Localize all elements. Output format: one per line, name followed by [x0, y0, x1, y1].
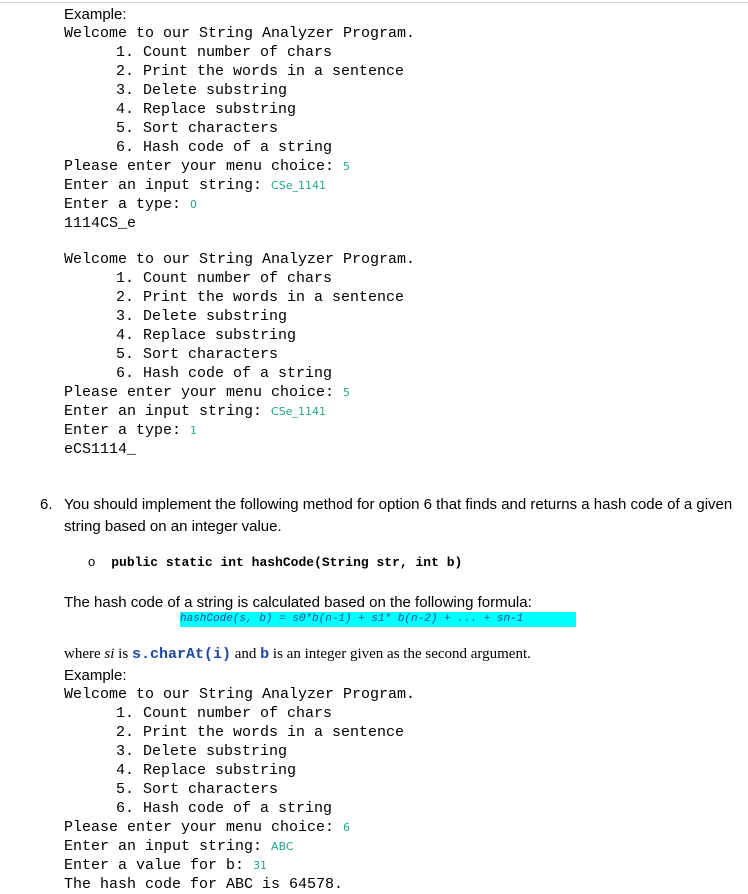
menu-item: 5. Sort characters — [116, 120, 279, 137]
type-prompt: Enter a type: — [64, 196, 191, 213]
menu-item: 3. Delete substring — [116, 743, 288, 760]
choice-line — [64, 383, 415, 402]
where-prefix: where — [64, 646, 105, 662]
choice-prompt: Please enter your menu choice: — [64, 819, 344, 836]
menu-item: 1. Count number of chars — [116, 44, 333, 61]
example-1-console — [64, 5, 415, 233]
input-line — [64, 837, 415, 856]
b-value-line — [64, 856, 415, 875]
choice-value: 6 — [343, 821, 351, 834]
bullet-icon: o — [88, 554, 96, 569]
welcome-line: Welcome to our String Analyzer Program. — [64, 25, 416, 42]
item-text: You should implement the following method for option 6 that finds and returns a hash code of a given string based on an integer value. — [64, 496, 733, 535]
menu-item: 6. Hash code of a string — [116, 365, 333, 382]
menu-item: 4. Replace substring — [116, 101, 297, 118]
welcome-line: Welcome to our String Analyzer Program. — [64, 251, 416, 268]
method-signature — [88, 554, 462, 570]
menu-item: 5. Sort characters — [116, 346, 279, 363]
input-prompt: Enter an input string: — [64, 403, 272, 420]
type-value: 0 — [190, 198, 198, 211]
menu-item: 4. Replace substring — [116, 327, 297, 344]
menu-item: 1. Count number of chars — [116, 270, 333, 287]
menu-item: 4. Replace substring — [116, 762, 297, 779]
choice-value: 5 — [343, 386, 351, 399]
input-value: ABC — [271, 840, 294, 853]
b-prompt: Enter a value for b: — [64, 857, 254, 874]
input-line — [64, 402, 415, 421]
item-number: 6. — [40, 496, 53, 513]
output-line: 1114CS_e — [64, 215, 137, 232]
formula-text: hashCode(s, b) = s0*b(n-1) + s1* b(n-2) + ... + sn-1 — [180, 613, 524, 625]
menu-item: 2. Print the words in a sentence — [116, 724, 405, 741]
where-b: b — [260, 646, 270, 663]
where-suffix: is an integer given as the second argument. — [269, 646, 531, 662]
type-value: 1 — [190, 424, 198, 437]
type-line — [64, 195, 415, 214]
page-top-border — [0, 2, 748, 3]
input-value: CSe_1141 — [271, 405, 326, 418]
where-clause — [64, 645, 531, 664]
input-value: CSe_1141 — [271, 179, 326, 192]
choice-value: 5 — [343, 160, 351, 173]
signature-code: public static int hashCode(String str, int b) — [111, 555, 463, 570]
where-is: is — [114, 646, 132, 662]
menu-item: 5. Sort characters — [116, 781, 279, 798]
where-code: s.charAt(i) — [131, 646, 231, 663]
input-prompt: Enter an input string: — [64, 177, 272, 194]
choice-line — [64, 157, 415, 176]
choice-line — [64, 818, 415, 837]
formula-intro: The hash code of a string is calculated based on the following formula: — [64, 594, 532, 611]
choice-prompt: Please enter your menu choice: — [64, 384, 344, 401]
result-line: The hash code for ABC is 64578. — [64, 876, 344, 893]
type-line — [64, 421, 415, 440]
where-si: si — [104, 646, 115, 662]
menu-item: 3. Delete substring — [116, 308, 288, 325]
menu-item: 2. Print the words in a sentence — [116, 63, 405, 80]
menu-item: 6. Hash code of a string — [116, 800, 333, 817]
menu-item: 1. Count number of chars — [116, 705, 333, 722]
menu-item: 2. Print the words in a sentence — [116, 289, 405, 306]
output-line: eCS1114_ — [64, 441, 137, 458]
input-prompt: Enter an input string: — [64, 838, 272, 855]
type-prompt: Enter a type: — [64, 422, 191, 439]
example-3-console — [64, 666, 415, 894]
hash-formula — [180, 612, 576, 627]
menu-item: 6. Hash code of a string — [116, 139, 333, 156]
example-label: Example: — [64, 667, 127, 684]
example-label: Example: — [64, 6, 127, 23]
b-value: 31 — [253, 859, 268, 872]
where-and: and — [230, 646, 261, 662]
choice-prompt: Please enter your menu choice: — [64, 158, 344, 175]
welcome-line: Welcome to our String Analyzer Program. — [64, 686, 416, 703]
menu-item: 3. Delete substring — [116, 82, 288, 99]
input-line — [64, 176, 415, 195]
example-2-console — [64, 250, 415, 459]
